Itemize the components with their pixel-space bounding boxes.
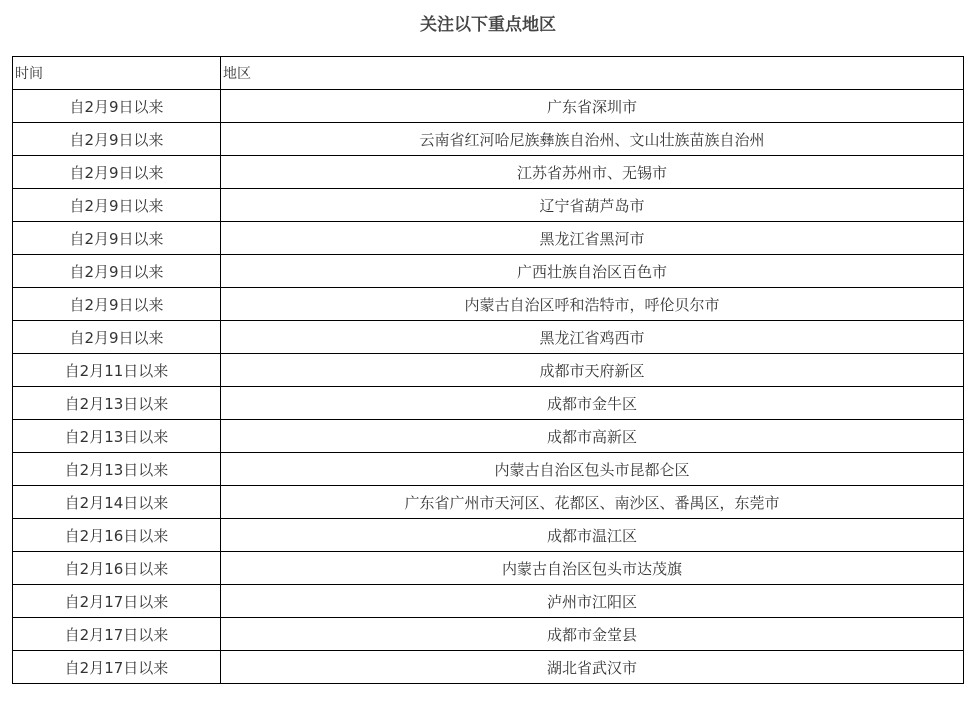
time-cell: 自2月13日以来	[13, 453, 221, 486]
header-region: 地区	[221, 57, 964, 90]
time-cell: 自2月11日以来	[13, 354, 221, 387]
table-row	[13, 453, 964, 486]
region-cell: 泸州市江阳区	[221, 585, 964, 618]
table-row	[13, 618, 964, 651]
time-cell: 自2月17日以来	[13, 585, 221, 618]
time-cell: 自2月16日以来	[13, 552, 221, 585]
table-header-row	[13, 57, 964, 90]
region-cell: 广东省深圳市	[221, 90, 964, 123]
key-regions-table	[12, 56, 964, 684]
table-row	[13, 354, 964, 387]
table-row	[13, 189, 964, 222]
time-cell: 自2月14日以来	[13, 486, 221, 519]
region-cell: 成都市高新区	[221, 420, 964, 453]
region-cell: 云南省红河哈尼族彝族自治州、文山壮族苗族自治州	[221, 123, 964, 156]
time-cell: 自2月9日以来	[13, 321, 221, 354]
table-row	[13, 123, 964, 156]
time-cell: 自2月9日以来	[13, 189, 221, 222]
region-cell: 湖北省武汉市	[221, 651, 964, 684]
time-cell: 自2月17日以来	[13, 651, 221, 684]
time-cell: 自2月13日以来	[13, 387, 221, 420]
time-cell: 自2月9日以来	[13, 255, 221, 288]
page-title: 关注以下重点地区	[420, 15, 556, 35]
time-cell: 自2月9日以来	[13, 222, 221, 255]
time-cell: 自2月9日以来	[13, 90, 221, 123]
table-row	[13, 552, 964, 585]
region-cell: 黑龙江省黑河市	[221, 222, 964, 255]
table-row	[13, 90, 964, 123]
table-row	[13, 420, 964, 453]
table-row	[13, 255, 964, 288]
region-cell: 内蒙古自治区包头市达茂旗	[221, 552, 964, 585]
time-cell: 自2月13日以来	[13, 420, 221, 453]
table-row	[13, 651, 964, 684]
time-cell: 自2月16日以来	[13, 519, 221, 552]
region-cell: 辽宁省葫芦岛市	[221, 189, 964, 222]
region-cell: 广东省广州市天河区、花都区、南沙区、番禺区，东莞市	[221, 486, 964, 519]
table-row	[13, 222, 964, 255]
table-row	[13, 156, 964, 189]
table-row	[13, 519, 964, 552]
region-cell: 内蒙古自治区呼和浩特市，呼伦贝尔市	[221, 288, 964, 321]
table-row	[13, 585, 964, 618]
region-cell: 成都市金堂县	[221, 618, 964, 651]
region-cell: 广西壮族自治区百色市	[221, 255, 964, 288]
region-cell: 成都市温江区	[221, 519, 964, 552]
time-cell: 自2月17日以来	[13, 618, 221, 651]
time-cell: 自2月9日以来	[13, 156, 221, 189]
time-cell: 自2月9日以来	[13, 288, 221, 321]
table-row	[13, 321, 964, 354]
table-row	[13, 288, 964, 321]
region-cell: 黑龙江省鸡西市	[221, 321, 964, 354]
region-cell: 内蒙古自治区包头市昆都仑区	[221, 453, 964, 486]
header-time: 时间	[13, 57, 221, 90]
time-cell: 自2月9日以来	[13, 123, 221, 156]
table-row	[13, 387, 964, 420]
table-row	[13, 486, 964, 519]
region-cell: 成都市金牛区	[221, 387, 964, 420]
region-cell: 成都市天府新区	[221, 354, 964, 387]
region-cell: 江苏省苏州市、无锡市	[221, 156, 964, 189]
